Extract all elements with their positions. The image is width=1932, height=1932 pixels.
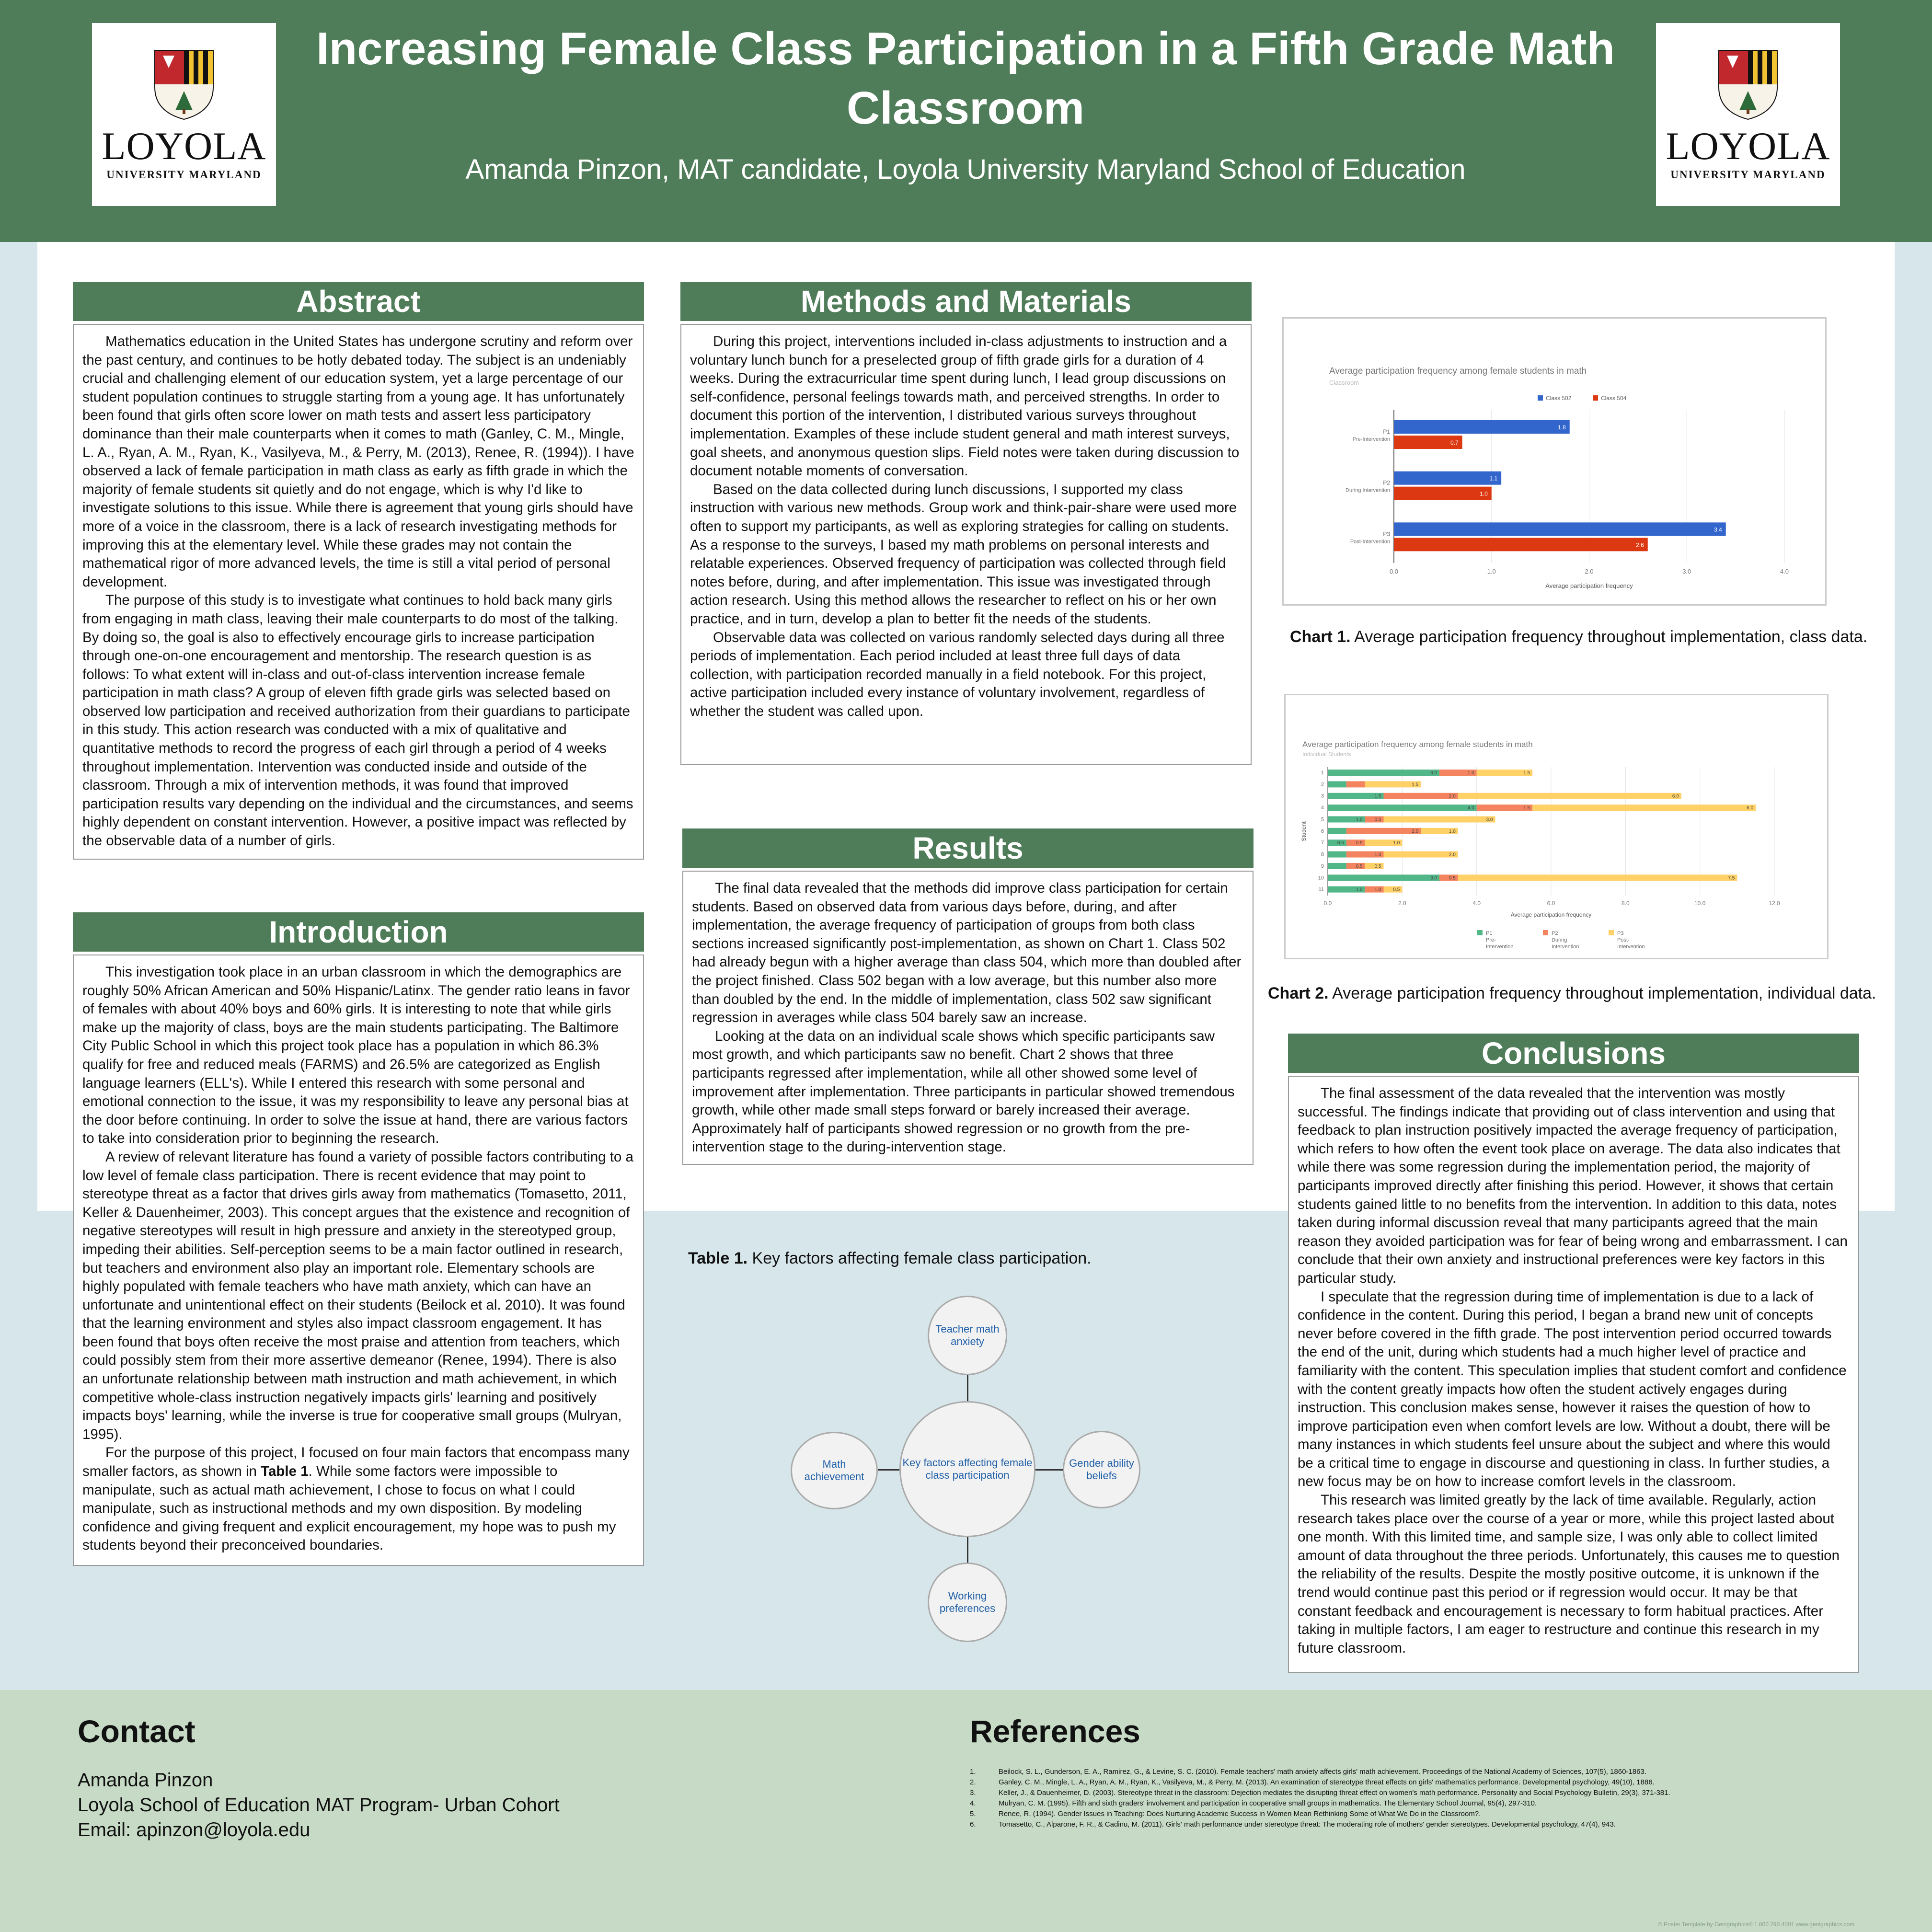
chart2-data-label: 3.0 <box>1430 770 1437 776</box>
chart2-category-label: 5 <box>1321 816 1324 823</box>
reference-number: 6. <box>970 1820 976 1828</box>
chart2-title: Average participation frequency among female students in math <box>1302 740 1533 749</box>
intro-paragraph <box>82 1444 634 1555</box>
chart2-data-label: 6.0 <box>1747 805 1754 811</box>
chart2-tick-label: 2.0 <box>1398 900 1406 907</box>
reference-number: 4. <box>970 1799 976 1807</box>
chart1-data-label: 1.0 <box>1480 490 1488 497</box>
introduction-heading: Introduction <box>73 912 644 952</box>
reference-item <box>970 1767 1856 1777</box>
intro-paragraph: A review of relevant literature has found a variety of possible factors contributing to a low level of female class participation. There is recent evidence that may point to stereotype threat as a factor that drives girls away from mathematics (Tomasetto, 2011, Keller & Dauenheimer, 2003). This concept argues that the existence and recognition of negative stereotypes will result in high pressure and anxiety in the stereotyped group, impeding their abilities. Self-perception seems to be a main factor outlined in research, but teachers and environment also play an important role. Elementary schools are highly populated with female teachers who have math anxiety, which can have an unfortunate and unintentional effect on their students (Beilock et al. 2010). It was found that the learning environment and styles also impact classroom engagement. It has been found that boys often receive the most praise and attention from teachers, which could possibly stem from their more assertive demeanor (Renee, 1994). There is also an unfortunate relationship between math instruction and math achievement, in which competitive whole-class instruction negatively impacts girls' learning and positively impacts boys' learning, while the inverse is true for cooperative small groups (Mulryan, 1995). <box>82 1149 633 1442</box>
chart1-legend-swatch <box>1538 395 1543 401</box>
chart2-tick-label: 0.0 <box>1323 900 1332 907</box>
abstract-paragraph: The purpose of this study is to investigate what continues to hold back many girls from engaging in math class, leaving their male counterparts to do most of the talking. By doing so, the goal is also to effectively encourage girls to increase participation through one-on-one encouragement and mentorship. The research question is as follows: To what extent will in-class and out-of-class intervention increase female participation in math class? A group of eleven fifth grade girls was selected based on observed low participation and received authorization from their guardians to participate in this study. This action research was conducted with a mix of qualitative and quantitative methods to record the progress of each girl through a period of 4 weeks throughout implementation. Intervention was conducted inside and outside of the classroom. Through a mix of intervention methods, it was found that improved participation results vary depending on the individual and the circumstances, and seems highly dependent on constant intervention. However, a positive impact was reflected by the observable data of a number of girls. <box>82 592 633 849</box>
chart1-data-label: 1.1 <box>1489 475 1498 482</box>
chart2-data-label: 0.5 <box>1356 840 1363 846</box>
chart2-legend-label: P2 <box>1552 931 1558 936</box>
chart2-bar-segment <box>1328 781 1346 787</box>
chart2-bar-segment <box>1328 851 1346 858</box>
reference-text: Keller, J., & Dauenheimer, D. (2003). Stereotype threat in the classroom: Dejection mediates the disrupting threat effect on women's math performance. Personality and Social Psychology Bulletin, 29(3), 371-381. <box>999 1789 1670 1797</box>
chart2-data-label: 2.0 <box>1412 828 1419 834</box>
chart1-legend-label: Class 502 <box>1546 395 1572 402</box>
chart2-bar-segment <box>1328 828 1346 834</box>
chart2-bar-segment <box>1384 816 1495 822</box>
chart2-category-label: 11 <box>1318 886 1324 893</box>
caption-text: Average participation frequency throughout implementation, individual data. <box>1328 984 1876 1002</box>
chart2-category-label: 10 <box>1318 875 1324 881</box>
diagram-connector <box>967 1536 968 1563</box>
chart2-bar-segment <box>1532 805 1756 811</box>
caption-text: Average participation frequency throughout implementation, class data. <box>1350 628 1868 646</box>
chart1-bar <box>1394 522 1726 536</box>
chart1-legend-label: Class 504 <box>1601 395 1627 402</box>
crest-icon <box>1717 49 1779 121</box>
intro-paragraph: This investigation took place in an urban classroom in which the demographics are roughly 50% African American and 50% Hispanic/Latinx. The gender ratio leans in favor of females with about 40% boys and 60% girls. It is interesting to note that while girls make up the majority of class, boys are the main students participating. The Baltimore City Public School in which this project took place has a population in which 86.3% qualify for free and reduced meals (FARMS) and 26.5% are categorized as English language learners (ELL's). While I entered this research with some personal and emotional connection to the issue, it was my responsibility to leave any personal bias at the door before continuing. In order to solve the issue at hand, there are various factors to take into consideration prior to beginning the research. <box>82 964 630 1147</box>
chart1-category-label: P2 <box>1383 479 1390 486</box>
reference-item <box>970 1788 1856 1798</box>
chart2-bar-segment <box>1328 863 1346 869</box>
crest-icon <box>153 49 215 121</box>
reference-text: Ganley, C. M., Mingle, L. A., Ryan, A. M., Ryan, K., Vasilyeva, M., & Perry, M. (2013). An examination of stereotype threat effects on girls' mathematics performance. Developmental psychology, 49(10), 1886. <box>999 1778 1655 1786</box>
chart2-ylabel: Student <box>1300 821 1307 841</box>
chart2-tick-label: 8.0 <box>1621 900 1630 907</box>
chart2-tick-label: 6.0 <box>1547 900 1555 907</box>
chart2-frame <box>1284 694 1828 959</box>
chart1-caption <box>1290 628 1867 646</box>
chart2-bar-segment <box>1458 874 1737 881</box>
chart2-data-label: 1.5 <box>1374 794 1381 799</box>
chart2-data-label: 3.0 <box>1486 817 1493 823</box>
reference-number: 2. <box>970 1778 976 1786</box>
chart1-category-sublabel: During Intervention <box>1346 487 1390 494</box>
chart1-data-label: 2.6 <box>1636 541 1644 549</box>
results-heading: Results <box>682 828 1254 868</box>
methods-paragraph: During this project, interventions included in-class adjustments to instruction and a voluntary lunch bunch for a preselected group of fifth grade girls for a duration of 4 weeks. During the extracurricular time spent during lunch, I lead group discussions on self-confidence, personal feelings towards math, and perceived strengths. In order to document this portion of the intervention, I distributed various surveys throughout implementation. Examples of these include student general and math interest surveys, goal sheets, and anonymous question slips. Field notes were taken during discussion to document notable moments of conversation. <box>690 334 1240 479</box>
chart2-data-label: 0.5 <box>1393 887 1400 893</box>
chart2-bar-segment <box>1458 793 1681 799</box>
diagram-connector <box>1035 1469 1063 1471</box>
chart2-data-label: 1.0 <box>1374 887 1381 893</box>
chart2-tick-label: 4.0 <box>1472 900 1481 907</box>
conclusions-paragraph: The final assessment of the data revealed that the intervention was mostly successful. The findings indicate that providing out of class intervention and using that feedback to plan instruction positively impacted the average frequency of participation, which refers to how often the event took place on average. The data also indicates that while there was some regression during the implementation period, the majority of participants improved directly after finishing this period. However, it shows that certain students gained little to no benefits from the intervention. In addition to this data, notes taken during informal discussion reveal that many participants agreed that the main reason they avoided participation was for fear of being wrong and embarrassment. I can conclude that their own anxiety and instructional preferences were key factors in this particular study. <box>1298 1085 1848 1286</box>
chart2-category-label: 9 <box>1321 863 1324 869</box>
poster-title: Increasing Female Class Participation in a Fifth Grade Math Classroom <box>316 23 1615 134</box>
abstract-heading: Abstract <box>73 282 644 321</box>
table-reference: Table 1 <box>261 1463 309 1480</box>
chart1-bar <box>1394 472 1501 485</box>
reference-item <box>970 1798 1856 1808</box>
chart2-bar-segment <box>1384 793 1458 799</box>
conclusions-box <box>1288 1076 1859 1673</box>
diagram-connector <box>967 1375 968 1402</box>
chart1-subtitle: Classroom <box>1329 379 1359 386</box>
chart2-data-label: 2.0 <box>1449 852 1456 858</box>
chart2-subtitle: Individual Students <box>1302 751 1351 758</box>
chart1-legend-swatch <box>1593 395 1598 401</box>
chart2-data-label: 6.0 <box>1672 794 1679 799</box>
reference-item <box>970 1819 1856 1829</box>
conclusions-heading: Conclusions <box>1288 1034 1859 1073</box>
diagram-node-teacher-math-anxiety: Teacher math anxiety <box>928 1296 1007 1375</box>
chart2-legend-swatch <box>1477 930 1483 935</box>
chart2-category-label: 8 <box>1321 851 1324 858</box>
chart1-tick-label: 1.0 <box>1487 568 1496 575</box>
reference-text: Renee, R. (1994). Gender Issues in Teaching: Does Nurturing Academic Success in Women Mean Rethinking Some of What We Do in the Classroom?. <box>999 1810 1481 1818</box>
caption-label: Table 1. <box>688 1249 748 1267</box>
chart2-caption <box>1268 984 1876 1003</box>
chart1-bar <box>1394 487 1492 500</box>
contact-email[interactable]: Email: apinzon@loyola.edu <box>78 1819 310 1840</box>
chart2-legend-label: P1 <box>1486 931 1493 936</box>
poster-authors: Amanda Pinzon, MAT candidate, Loyola University Maryland School of Education <box>465 154 1466 185</box>
chart2-data-label: 1.0 <box>1449 828 1456 834</box>
conclusions-paragraph: I speculate that the regression during time of implementation is due to a lack of confidence in the content. During this period, I began a brand new unit of concepts never before covered in the fifth grade. The post intervention period occurred towards the end of the unit, during which students had a much higher level of practice and familiarity with the content. This speculation implies that student comfort and confidence with the content greatly impacts how often the student actively engages during instruction. This conclusion makes sense, however it raises the question of how to improve participation even when comfort levels are low. Without a doubt, there will be many instances in which students feel unsure about the subject and where this would be a critical time to engage in discourse and questioning in class. In further studies, a new focus may be on how to increase comfort levels in the classroom. <box>1298 1288 1847 1490</box>
chart2-bar-segment <box>1384 851 1458 858</box>
chart1-data-label: 1.8 <box>1558 424 1566 431</box>
chart2-data-label: 0.5 <box>1356 863 1363 869</box>
chart2-category-label: 4 <box>1321 805 1324 811</box>
introduction-box <box>73 954 644 1566</box>
loyola-logo-left <box>92 23 276 206</box>
chart1-title: Average participation frequency among female students in math <box>1329 366 1587 376</box>
logo-subtitle: UNIVERSITY MARYLAND <box>106 169 262 181</box>
methods-paragraph: Observable data was collected on various randomly selected days during all three periods of implementation. Each period included at least three full days of data collection, with participation recorded manually in a field notebook. For this project, active participation included every instance of voluntary involvement, regardless of whether the student was called upon. <box>690 629 1225 719</box>
chart2-data-label: 1.0 <box>1374 852 1381 858</box>
chart2-legend-label: Pre- <box>1486 937 1496 943</box>
chart2-data-label: 3.0 <box>1430 875 1437 881</box>
reference-text: Beilock, S. L., Gunderson, E. A., Ramirez, G., & Levine, S. C. (2010). Female teachers' math anxiety affects girls' math achievement. Proceedings of the National Academy of Sciences, 107(5), 1860-1863. <box>999 1768 1646 1776</box>
logo-wordmark: LOYOLA <box>102 124 266 168</box>
poster-footer <box>0 1690 1932 1932</box>
reference-item <box>970 1777 1856 1787</box>
reference-text: Mulryan, C. M. (1995). Fifth and sixth graders' involvement and participation in cooperative small groups in mathematics. The Elementary School Journal, 95(4), 297-310. <box>999 1799 1537 1807</box>
reference-number: 3. <box>970 1789 976 1797</box>
chart2-data-label: 1.0 <box>1393 840 1400 846</box>
contact-name: Amanda Pinzon <box>78 1770 213 1791</box>
chart2-category-label: 3 <box>1321 793 1324 799</box>
poster-header <box>0 0 1932 242</box>
chart2-tick-label: 12.0 <box>1769 900 1780 907</box>
chart1-category-label: P1 <box>1383 428 1390 435</box>
chart2-bar-segment <box>1328 805 1477 811</box>
reference-text: Tomasetto, C., Alparone, F. R., & Cadinu, M. (2011). Girls' math performance under stereotype threat: The moderating role of mothers' gender stereotypes. Developmental psychology, 47(4), 943. <box>999 1820 1616 1828</box>
chart1-tick-label: 3.0 <box>1682 568 1691 575</box>
chart2-svg <box>1286 695 1827 958</box>
reference-number: 1. <box>970 1768 976 1776</box>
caption-label: Chart 2. <box>1268 984 1329 1002</box>
chart2-bar-segment <box>1328 874 1439 881</box>
chart1-data-label: 0.7 <box>1450 439 1459 446</box>
chart2-category-label: 2 <box>1321 782 1324 788</box>
chart1-category-sublabel: Pre-Intervention <box>1352 437 1390 442</box>
caption-label: Chart 1. <box>1290 628 1351 646</box>
diagram-center-node: Key factors affecting female class participation <box>899 1401 1035 1537</box>
chart1-svg <box>1284 319 1825 604</box>
chart1-frame <box>1282 317 1827 606</box>
chart2-category-label: 1 <box>1321 770 1324 776</box>
chart1-bar <box>1394 538 1648 551</box>
chart2-bar-segment <box>1346 781 1365 787</box>
chart2-legend-label: P3 <box>1617 931 1624 936</box>
caption-text: Key factors affecting female class participation. <box>748 1249 1092 1267</box>
logo-wordmark: LOYOLA <box>1666 124 1830 168</box>
diagram-node-math-achievement: Math achievement <box>791 1432 878 1509</box>
chart2-legend-label: Intervention <box>1552 944 1579 950</box>
methods-paragraph: Based on the data collected during lunch discussions, I supported my class instruction with various new methods. Group work and think-pair-share were used more often to support my participants, as well as exploring strategies for calling on students. As a response to the surveys, I based my math problems on personal interests and relatable experiences. Observed frequency of participation was collected through field notes before, during, and after implementation. This issue was investigated through action research. Using this method allows the researcher to reflect on his or her own practice, and in turn, develop a plan to better fit the needs of the students. <box>690 481 1237 627</box>
chart2-data-label: 1.0 <box>1356 887 1363 893</box>
chart2-data-label: 1.0 <box>1467 770 1474 776</box>
chart2-data-label: 2.0 <box>1449 794 1456 799</box>
chart2-legend-label: Intervention <box>1486 944 1514 950</box>
contact-program: Loyola School of Education MAT Program- Urban Cohort <box>78 1794 560 1816</box>
reference-number: 5. <box>970 1810 976 1818</box>
chart1-tick-label: 0.0 <box>1389 568 1399 575</box>
methods-heading: Methods and Materials <box>680 282 1252 321</box>
diagram-node-gender-ability-beliefs: Gender ability beliefs <box>1063 1431 1140 1508</box>
chart2-legend-label: Intervention <box>1617 944 1645 950</box>
chart1-tick-label: 4.0 <box>1780 568 1789 575</box>
results-paragraph: Looking at the data on an individual scale shows which specific participants saw most growth, and which participants saw no benefit. Chart 2 shows that three participants regressed after implementation, while all other showed some level of improvement after implementation. Three participants in particular showed tremendous growth, while other made small steps forward or barely increased their average. Approximately half of participants showed regression or no growth from the pre-intervention stage to the during-intervention stage. <box>692 1028 1235 1155</box>
chart2-legend-swatch <box>1609 930 1614 935</box>
loyola-logo-right <box>1656 23 1840 206</box>
chart2-data-label: 1.5 <box>1412 782 1419 788</box>
chart1-data-label: 3.4 <box>1714 526 1722 533</box>
intro-text: For the purpose of this project, I focused on four main factors that encompass many smaller factors, as shown in <box>82 1445 630 1480</box>
chart1-bar <box>1394 420 1570 434</box>
methods-box <box>680 324 1252 765</box>
chart2-data-label: 7.5 <box>1728 875 1735 881</box>
chart1-tick-label: 2.0 <box>1585 568 1594 575</box>
chart2-legend-swatch <box>1543 930 1548 935</box>
chart2-legend-label: Post- <box>1617 937 1630 943</box>
chart1-category-sublabel: Post-Intervention <box>1350 539 1390 545</box>
chart1-category-label: P3 <box>1383 530 1390 538</box>
chart2-data-label: 4.0 <box>1467 805 1474 811</box>
diagram-node-working-preferences: Working preferences <box>928 1563 1007 1642</box>
diagram-connector <box>878 1469 899 1471</box>
conclusions-paragraph: This research was limited greatly by the lack of time available. Regularly, action research takes place over the course of a year or more, while this project lasted about one month. With this limited time, and sample size, I was only able to collect limited amount of data throughout the three periods. Unfortunately, this causes me to question the reliability of the results. Despite the mostly positive outcome, it is unknown if the trend would continue past this period or if regression would occur. It may be that constant feedback and encouragement is necessary to form habitual practices. After taking in multiple factors, I am eager to restructure and continue this research in my future classroom. <box>1298 1492 1840 1656</box>
chart2-category-label: 6 <box>1321 828 1324 834</box>
chart2-data-label: 0.5 <box>1449 875 1456 881</box>
results-paragraph: The final data revealed that the methods did improve class participation for certain students. Based on observed data from various days before, during, and after implementation, the average frequency of participation of groups from both class sections increased significantly post-implementation, as shown on Chart 1. Class 502 had already begun with a higher average than class 504, which more than doubled after the project finished. Class 502 began with a low average, but this number also more than doubled by the end. In the middle of implementation, class 502 saw significant regression in averages while class 504 barely saw an increase. <box>692 880 1242 1026</box>
results-box <box>682 871 1254 1165</box>
reference-item <box>970 1809 1856 1819</box>
chart2-data-label: 1.5 <box>1523 805 1530 811</box>
chart2-bar-segment <box>1328 770 1439 776</box>
chart2-data-label: 0.5 <box>1374 863 1381 869</box>
chart2-category-label: 7 <box>1321 840 1324 846</box>
abstract-paragraph: Mathematics education in the United States has undergone scrutiny and reform over the past century, and continues to be hotly debated today. The subject is an undeniably crucial and challenging element of our education system, yet a large percentage of our student population continues to struggle starting from a young age. It has unfortunately been found that girls often score lower on math tests and assert less participatory dominance than their male counterparts when it comes to math (Ganley, C. M., Mingle, L. A., Ryan, A. M., Ryan, K., Vasilyeva, M., & Perry, M. (2013), Renee, R. (1994)). I have observed a lack of female participation in math class as early as fifth grade in which the majority of female students sit quietly and do not engage, which is why I'd like to investigate solutions to this issue. While there is agreement that young girls should have more of a voice in the classroom, there is a lack of research investigating methods for improving this at the elementary level. While these grades may not contain the mathematical rigor of more advanced levels, the time is still a vital period of personal development. <box>82 334 634 590</box>
contact-heading: Contact <box>78 1714 196 1749</box>
chart2-data-label: 0.5 <box>1337 840 1344 846</box>
references-heading: References <box>970 1714 1140 1749</box>
logo-subtitle: UNIVERSITY MARYLAND <box>1670 169 1826 181</box>
chart2-tick-label: 10.0 <box>1694 900 1706 907</box>
table1-caption <box>688 1249 1092 1268</box>
chart1-xlabel: Average participation frequency <box>1545 582 1633 589</box>
chart2-bar-segment <box>1346 828 1421 834</box>
abstract-box <box>73 324 644 860</box>
intro-text: . While some factors were impossible to manipulate, such as actual math achievement, I chose to focus on what I could manipulate, such as instructional methods and my own disposition. By modeling confidence and giving frequent and explicit encouragement, my hope was to push my students beyond their preconceived boundaries. <box>82 1463 616 1553</box>
chart2-legend-label: During <box>1552 937 1567 943</box>
chart2-data-label: 0.5 <box>1374 817 1381 823</box>
chart2-xlabel: Average participation frequency <box>1510 911 1592 918</box>
chart2-data-label: 1.5 <box>1523 770 1530 776</box>
chart2-data-label: 1.0 <box>1356 817 1363 823</box>
template-credit: © Poster Template by Genigraphics® 1.800.790.4001 www.genigraphics.com <box>1658 1921 1855 1928</box>
